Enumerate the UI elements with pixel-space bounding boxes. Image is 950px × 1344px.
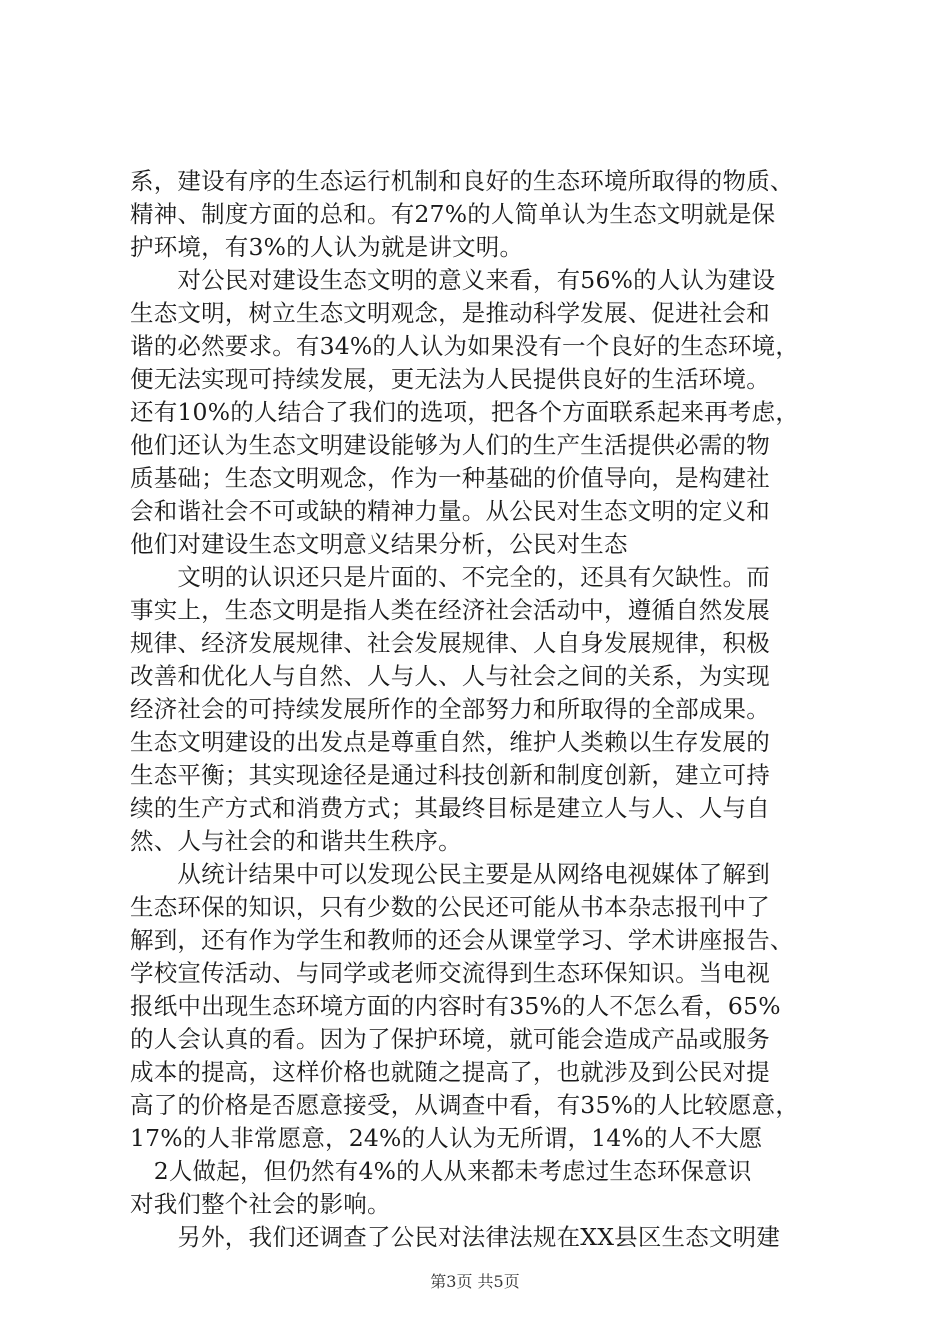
text-line: 系，建设有序的生态运行机制和良好的生态环境所取得的物质、 [130,167,794,195]
text-line: 从统计结果中可以发现公民主要是从网络电视媒体了解到 [130,860,770,888]
text-line: 护环境，有3%的人认为就是讲文明。 [130,233,524,261]
text-line: 学校宣传活动、与同学或老师交流得到生态环保知识。当电视 [130,959,770,987]
text-line: 2人做起，但仍然有4%的人从来都未考虑过生态环保意识 [130,1157,752,1185]
text-line: 生态文明，树立生态文明观念，是推动科学发展、促进社会和 [130,299,770,327]
text-line: 成本的提高，这样价格也就随之提高了，也就涉及到公民对提 [130,1058,770,1086]
text-line: 对公民对建设生态文明的意义来看，有56%的人认为建设 [130,266,776,294]
text-line: 解到，还有作为学生和教师的还会从课堂学习、学术讲座报告、 [130,926,794,954]
text-line: 规律、经济发展规律、社会发展规律、人自身发展规律，积极 [130,629,770,657]
text-line: 还有10%的人结合了我们的选项，把各个方面联系起来再考虑， [130,398,800,426]
text-line: 事实上，生态文明是指人类在经济社会活动中，遵循自然发展 [130,596,770,624]
text-line: 文明的认识还只是片面的、不完全的，还具有欠缺性。而 [130,563,770,591]
text-line: 然、人与社会的和谐共生秩序。 [130,827,462,855]
text-line: 的人会认真的看。因为了保护环境，就可能会造成产品或服务 [130,1025,770,1053]
text-line: 谐的必然要求。有34%的人认为如果没有一个良好的生态环境， [130,332,800,360]
text-line: 生态平衡；其实现途径是通过科技创新和制度创新，建立可持 [130,761,770,789]
text-line: 生态环保的知识，只有少数的公民还可能从书本杂志报刊中了 [130,893,770,921]
page-footer: 第3页 共5页 [430,1272,520,1291]
text-line: 报纸中出现生态环境方面的内容时有35%的人不怎么看，65% [130,992,781,1020]
text-line: 会和谐社会不可或缺的精神力量。从公民对生态文明的定义和 [130,497,770,525]
text-line: 他们还认为生态文明建设能够为人们的生产生活提供必需的物 [130,431,770,459]
text-line: 经济社会的可持续发展所作的全部努力和所取得的全部成果。 [130,695,770,723]
text-line: 精神、制度方面的总和。有27%的人简单认为生态文明就是保 [130,200,776,228]
text-line: 便无法实现可持续发展，更无法为人民提供良好的生活环境。 [130,365,770,393]
body-text [130,165,830,1254]
text-line: 高了的价格是否愿意接受，从调查中看，有35%的人比较愿意， [130,1091,800,1119]
text-line: 他们对建设生态文明意义结果分析，公民对生态 [130,530,628,558]
text-line: 另外，我们还调查了公民对法律法规在XX县区生态文明建 [130,1223,781,1251]
text-line: 17%的人非常愿意，24%的人认为无所谓，14%的人不大愿 [130,1124,763,1152]
text-line: 生态文明建设的出发点是尊重自然，维护人类赖以生存发展的 [130,728,770,756]
text-line: 续的生产方式和消费方式；其最终目标是建立人与人、人与自 [130,794,770,822]
text-line: 对我们整个社会的影响。 [130,1190,391,1218]
text-line: 质基础；生态文明观念，作为一种基础的价值导向，是构建社 [130,464,770,492]
text-line: 改善和优化人与自然、人与人、人与社会之间的关系，为实现 [130,662,770,690]
